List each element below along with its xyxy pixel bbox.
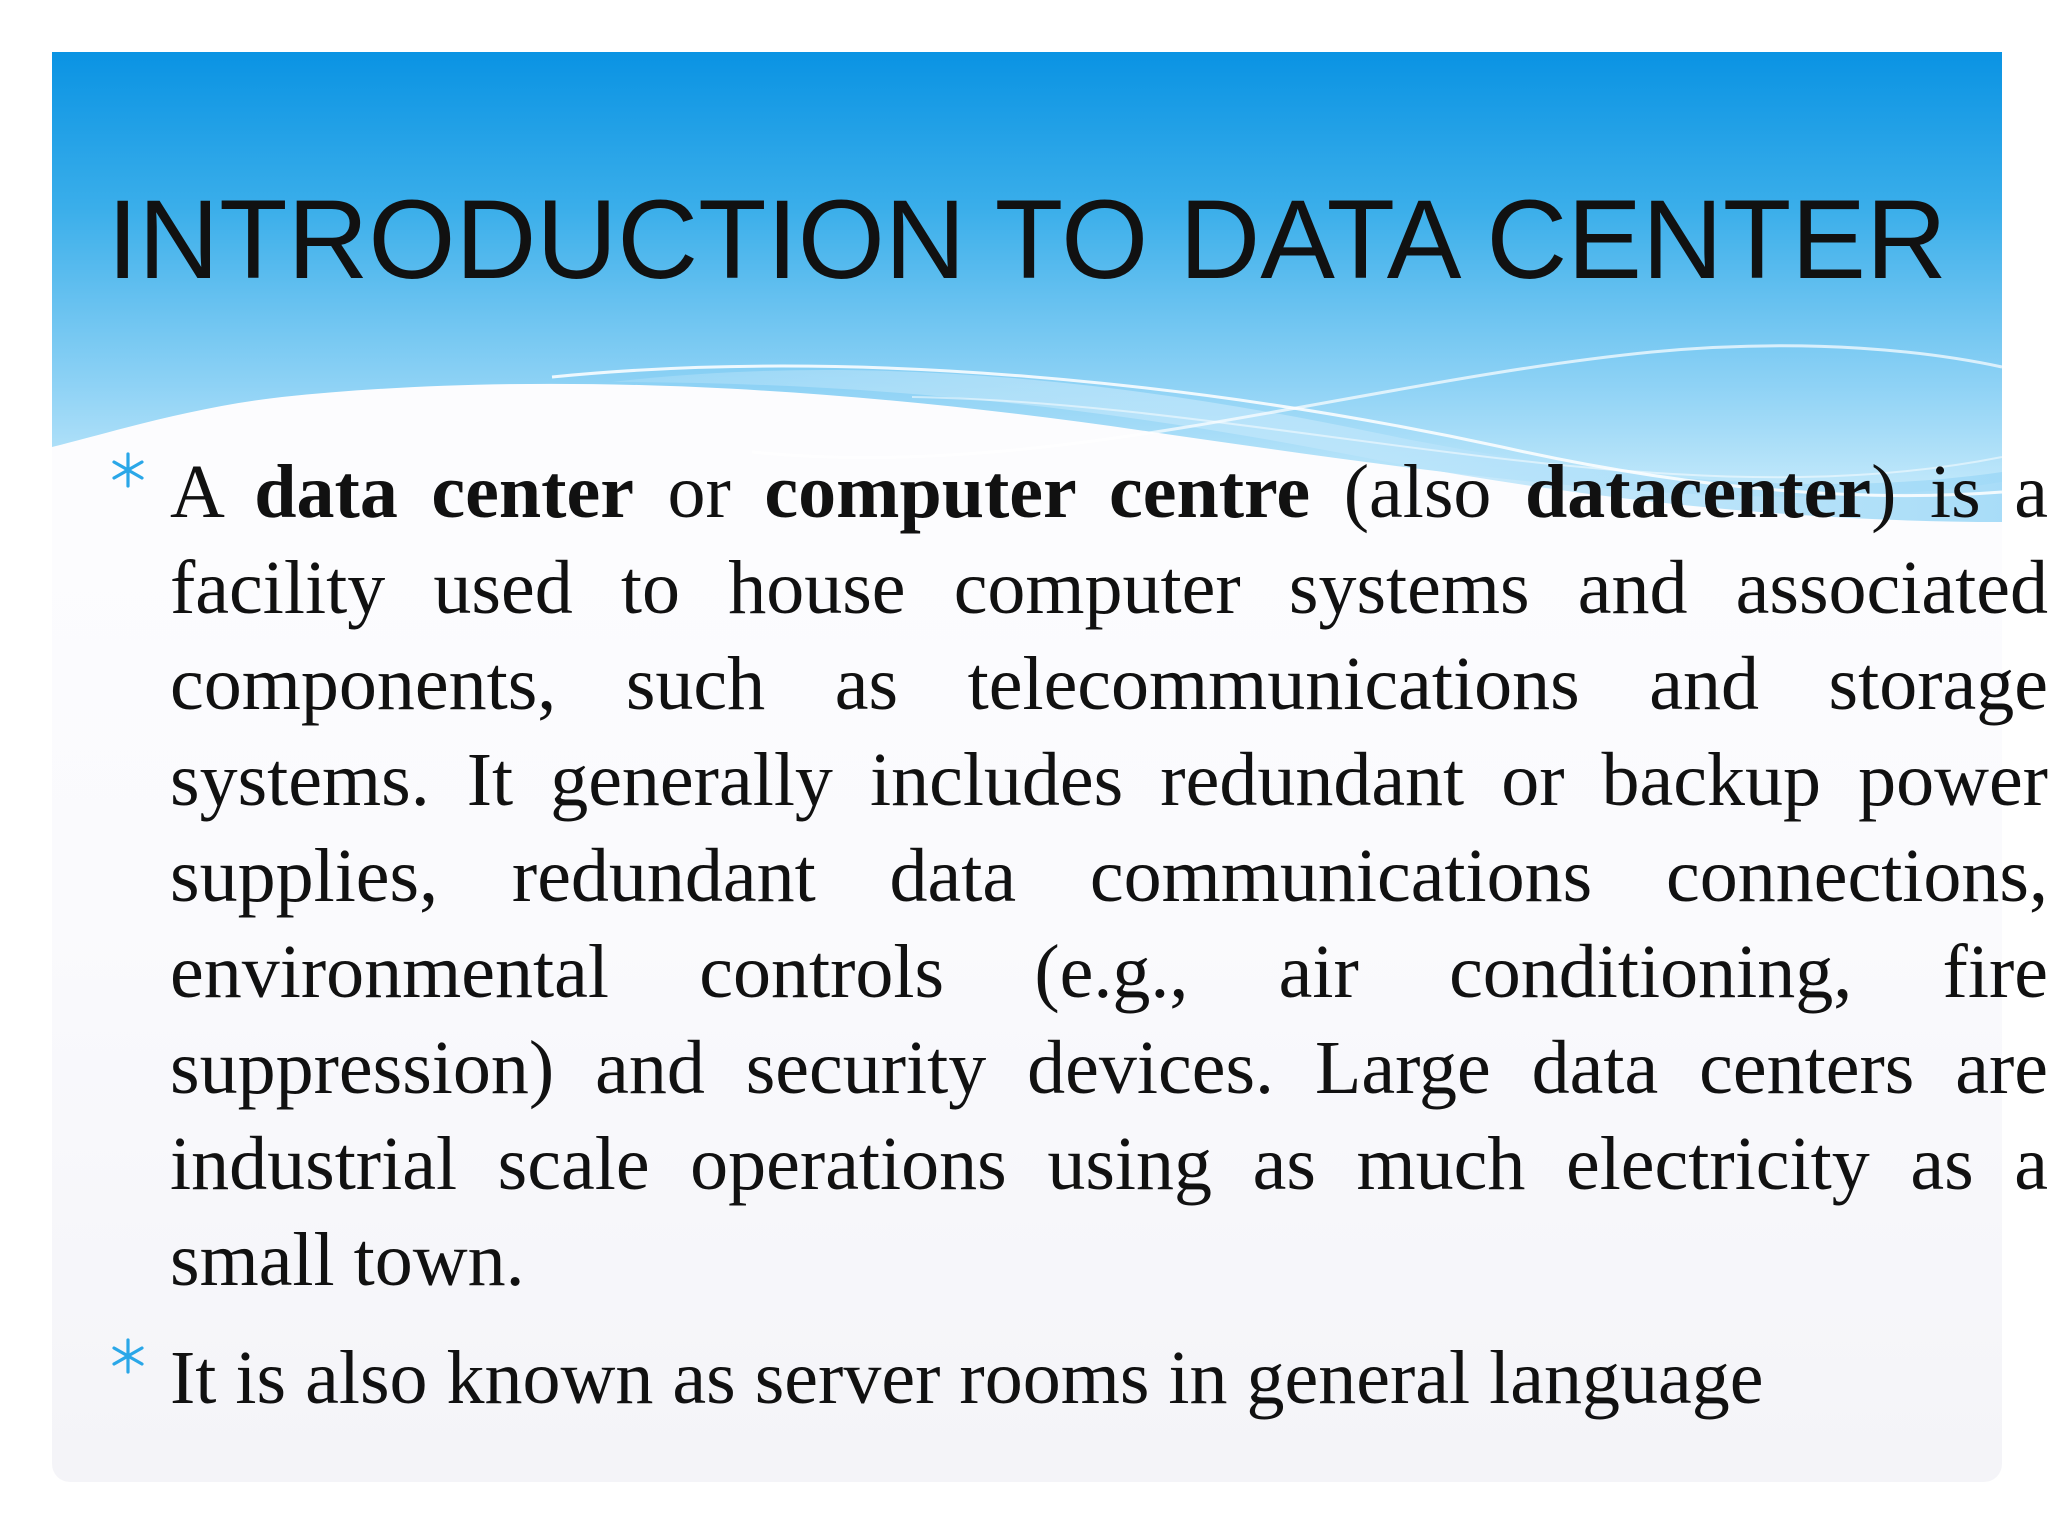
text-run: ) is a facility used to house computer systems and associated components, such as telecommunications and storage systems. It generally includes redundant or backup power supplies, redundant data communications connections, environmental controls (e.g., air conditioning, fire suppression) and security devices. Large data centers are industrial scale operations using as much electricity as a small town. <box>170 450 2048 1302</box>
text-run: or <box>633 450 765 534</box>
bullet-item <box>104 444 2048 1308</box>
asterisk-bullet-icon <box>108 450 148 490</box>
bullet-text <box>170 1336 1763 1420</box>
bullet-item <box>104 1330 2048 1426</box>
asterisk-bullet-icon <box>108 1336 148 1376</box>
text-run: (also <box>1310 450 1526 534</box>
term-computer-centre: computer centre <box>764 450 1311 534</box>
text-run: A <box>170 450 255 534</box>
term-data-center: data center <box>254 450 634 534</box>
bullet-list <box>104 444 2048 1426</box>
slide-panel <box>52 52 2048 1482</box>
bullet-text <box>170 450 2048 1302</box>
slide-title: INTRODUCTION TO DATA CENTER <box>107 177 1947 302</box>
text-run: It is also known as server rooms in general language <box>170 1336 1764 1420</box>
term-datacenter: datacenter <box>1525 450 1872 534</box>
